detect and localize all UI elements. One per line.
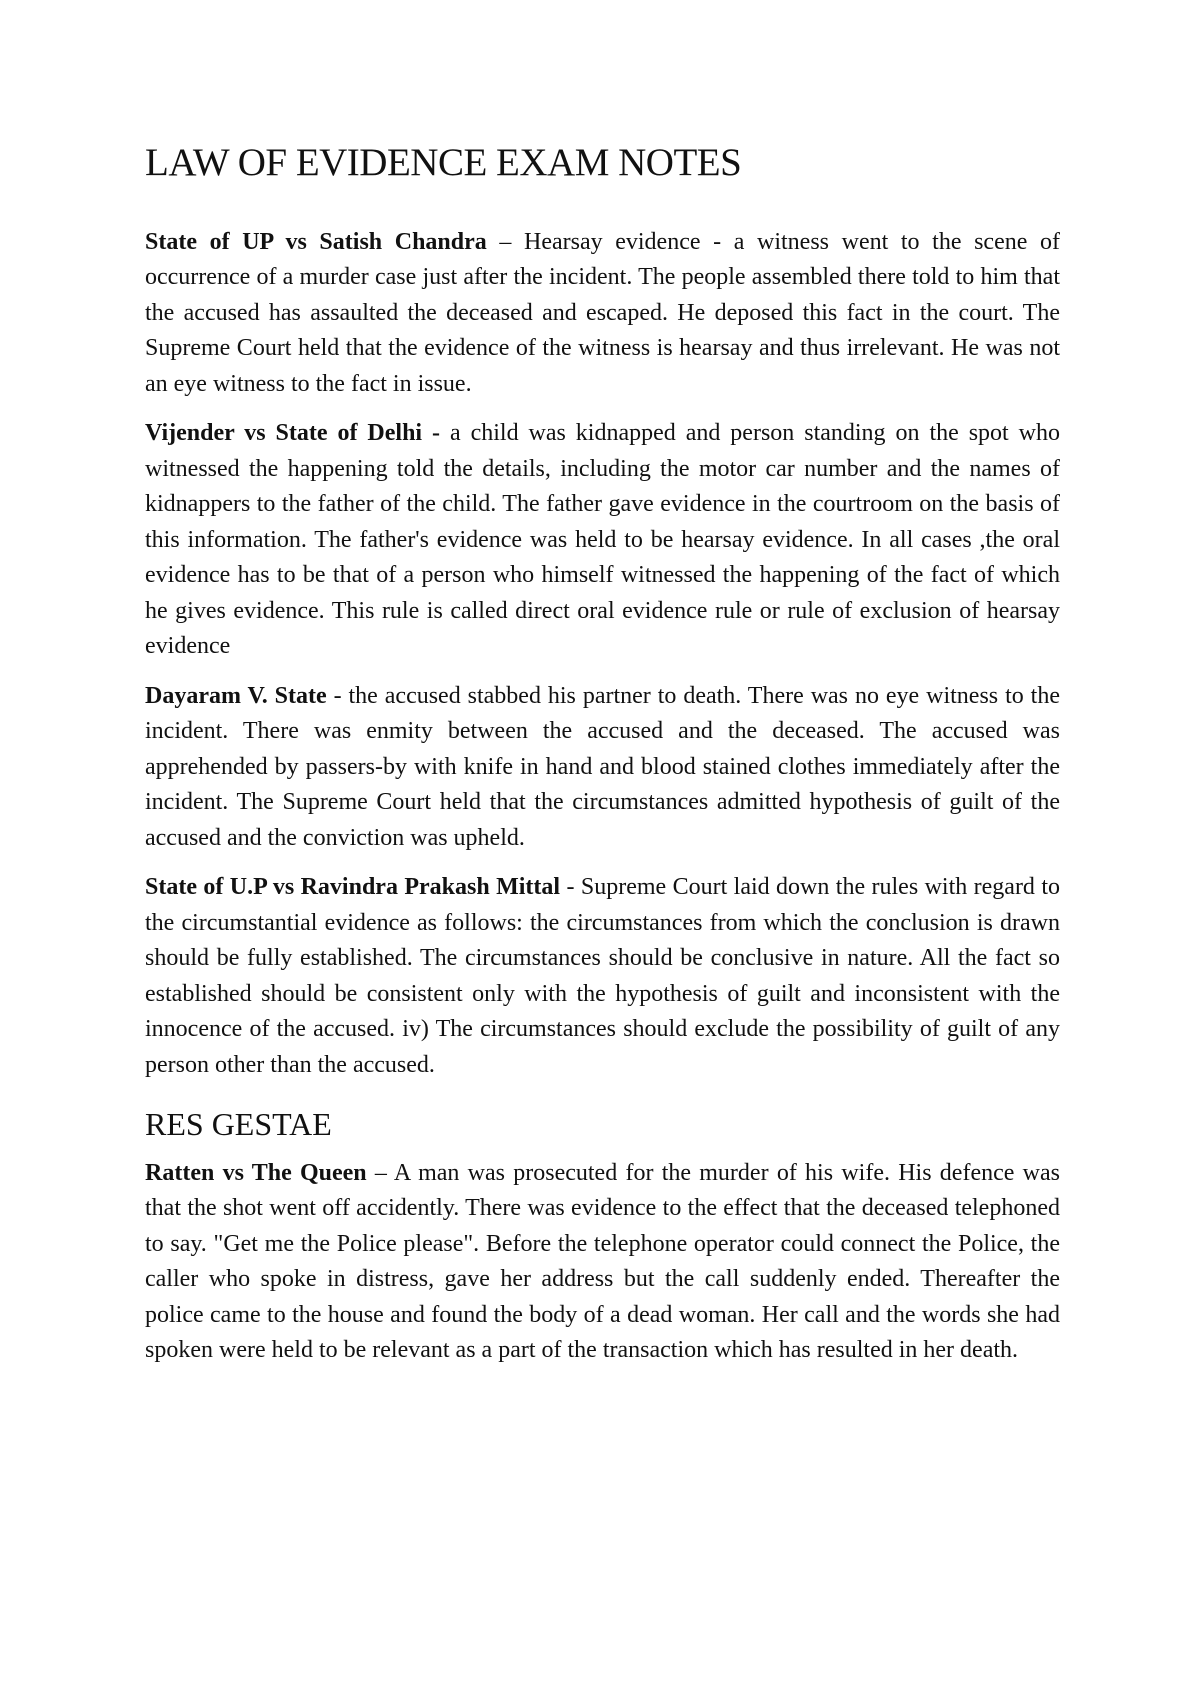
document-page <box>145 140 1060 1383</box>
case-text: - the accused stabbed his partner to death. There was no eye witness to the incident. There was enmity between the accused and the deceased. The accused was apprehended by passers-by with knife in hand and blood stained clothes immediately after the incident. The Supreme Court held that the circumstances admitted hypothesis of guilt of the accused and the conviction was upheld. <box>145 682 1060 851</box>
section-heading: RES GESTAE <box>145 1106 332 1143</box>
case-name: State of U.P vs Ravindra Prakash Mittal <box>145 874 561 901</box>
case-paragraph <box>145 225 1060 403</box>
case-name: Vijender vs State of Delhi - <box>145 420 441 447</box>
case-text: - Supreme Court laid down the rules with regard to the circumstantial evidence as follows: the circumstances from which the conclusion is drawn should be fully established. The circumstances should be conclusive in nature. All the fact so established should be consistent only with the hypothesis of guilt and inconsistent with the innocence of the accused. iv) The circumstances should exclude the possibility of guilt of any person other than the accused. <box>145 874 1061 1078</box>
case-text: – Hearsay evidence - a witness went to the scene of occurrence of a murder case just after the incident. The people assembled there told to him that the accused has assaulted the deceased and escaped. He deposed this fact in the court. The Supreme Court held that the evidence of the witness is hearsay and thus irrelevant. He was not an eye witness to the fact in issue. <box>145 228 1060 397</box>
case-name: Ratten vs The Queen <box>145 1159 367 1186</box>
case-paragraph <box>145 416 1060 665</box>
document-title: LAW OF EVIDENCE EXAM NOTES <box>145 141 742 184</box>
case-paragraph <box>145 870 1060 1083</box>
case-name: State of UP vs Satish Chandra <box>145 228 487 255</box>
case-paragraph <box>145 1156 1060 1369</box>
case-text: – A man was prosecuted for the murder of his wife. His defence was that the shot went off accidently. There was evidence to the effect that the deceased telephoned to say. "Get me the Police please". Before the telephone operator could connect the Police, the caller who spoke in distress, gave her address but the call suddenly ended. Thereafter the police came to the house and found the body of a dead woman. Her call and the words she had spoken were held to be relevant as a part of the transaction which has resulted in her death. <box>145 1159 1060 1364</box>
case-text: a child was kidnapped and person standing on the spot who witnessed the happening told the details, including the motor car number and the names of kidnappers to the father of the child. The father gave evidence in the courtroom on the basis of this information. The father's evidence was held to be hearsay evidence. In all cases ,the oral evidence has to be that of a person who himself witnessed the happening of the fact of which he gives evidence. This rule is called direct oral evidence rule or rule of exclusion of hearsay evidence <box>145 420 1061 660</box>
case-paragraph <box>145 679 1060 857</box>
case-name: Dayaram V. State <box>145 682 327 709</box>
